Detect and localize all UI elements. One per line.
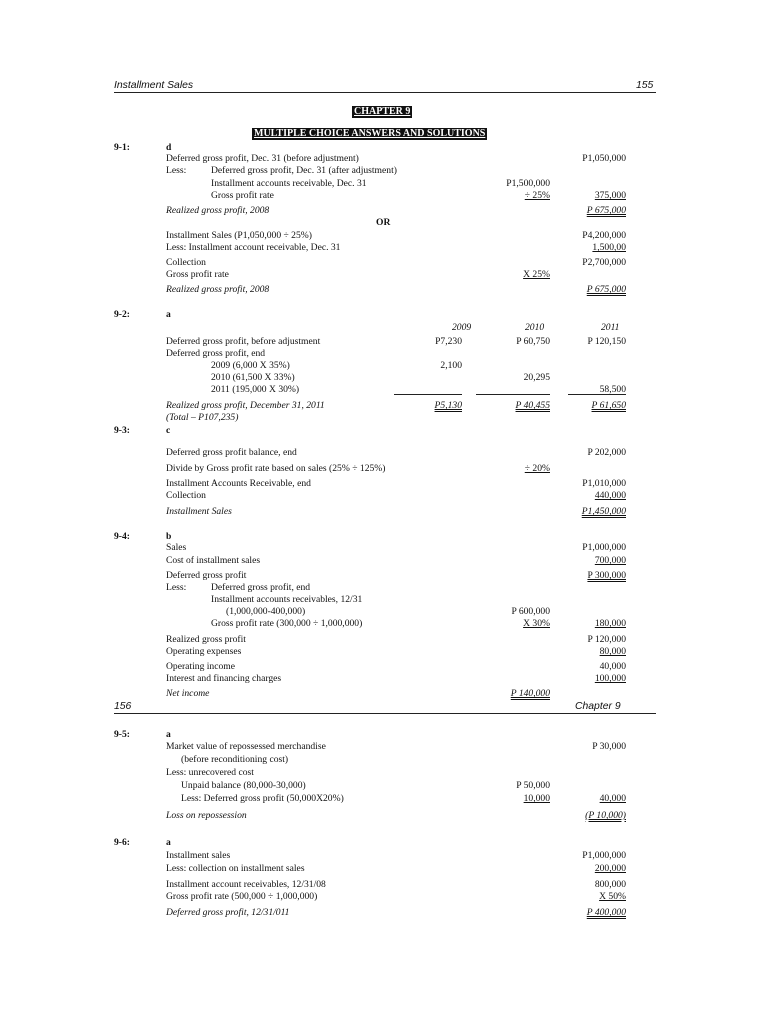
amount: P1,000,000 [582,542,626,553]
amount: 80,000 [599,646,626,657]
amount: 40,000 [599,793,626,804]
problem-number: 9-6: [114,837,130,848]
line: Deferred gross profit, end [166,348,266,359]
amount: 100,000 [594,673,626,684]
line: Installment accounts receivable, Dec. 31 [211,178,367,189]
amount: P 120,150 [587,336,626,347]
amount: P 30,000 [592,741,626,752]
amount: 440,000 [594,490,626,501]
amount: X 30% [523,618,550,629]
line: Deferred gross profit, Dec. 31 (before adjustment) [166,153,359,164]
amount: P 60,750 [516,336,550,347]
line: (before reconditioning cost) [181,754,289,765]
amount: 200,000 [594,863,626,874]
year-header: 2011 [601,322,620,333]
line: Realized gross profit, December 31, 2011 [166,400,325,411]
line: Sales [166,542,187,553]
line: Less: Installment account receivable, Dec. 31 [166,242,341,253]
amount: 1,500,00 [592,242,626,253]
amount: P 202,000 [587,447,626,458]
line: Deferred gross profit [166,570,247,581]
amount: P 140,000 [510,688,550,699]
line: Installment Sales [166,506,232,517]
amount: P 50,000 [516,780,550,791]
line: Installment sales [166,850,231,861]
amount: X 50% [599,891,626,902]
line: 2010 (61,500 X 33%) [211,372,295,383]
problem-number: 9-2: [114,309,130,320]
line: Less: [166,582,187,593]
amount: P 400,000 [586,907,626,918]
line: Deferred gross profit, Dec. 31 (after adjustment) [211,165,397,176]
amount: P 675,000 [586,284,626,295]
line: Installment Sales (P1,050,000 ÷ 25%) [166,230,312,241]
line: 2009 (6,000 X 35%) [211,360,290,371]
problem-number: 9-5: [114,729,130,740]
amount: 20,295 [523,372,550,383]
line: Less: [166,165,187,176]
column-rule [394,394,462,395]
amount: (P 10,000) [585,810,626,821]
line: Unpaid balance (80,000-30,000) [181,780,306,791]
answer-letter: a [166,729,171,740]
amount: 180,000 [594,618,626,629]
amount: P 600,000 [511,606,550,617]
amount: 800,000 [594,879,626,890]
amount: P1,050,000 [582,153,626,164]
year-header: 2010 [525,322,545,333]
answer-letter: c [166,425,171,436]
problem-number: 9-1: [114,142,130,153]
column-rule [476,394,550,395]
amount: P 675,000 [586,205,626,216]
amount: 700,000 [594,555,626,566]
amount: 40,000 [599,661,626,672]
amount: P 40,455 [515,400,550,411]
amount: 58,500 [599,384,626,395]
line: Gross profit rate [211,190,274,201]
line: Installment Accounts Receivable, end [166,478,311,489]
line: Gross profit rate (500,000 ÷ 1,000,000) [166,891,318,902]
line: Net income [166,688,210,699]
line: Collection [166,257,206,268]
line: Realized gross profit, 2008 [166,284,270,295]
line: Operating expenses [166,646,242,657]
line: Deferred gross profit, before adjustment [166,336,321,347]
or-label: OR [376,217,391,228]
amount: 10,000 [523,793,550,804]
amount: P7,230 [435,336,462,347]
amount: P1,450,000 [581,506,626,517]
line: Installment account receivables, 12/31/08 [166,879,326,890]
problem-number: 9-3: [114,425,130,436]
line: Deferred gross profit, 12/31/011 [166,907,290,918]
amount: P4,200,000 [582,230,626,241]
page-footer-number: 156 [114,701,132,712]
line: Operating income [166,661,235,672]
amount: 2,100 [440,360,462,371]
line: Deferred gross profit balance, end [166,447,297,458]
line: Loss on repossession [166,810,247,821]
running-header-page: 155 [636,80,654,91]
line: Collection [166,490,206,501]
line: Installment accounts receivables, 12/31 [211,594,363,605]
line: Gross profit rate (300,000 ÷ 1,000,000) [211,618,363,629]
amount: P1,000,000 [582,850,626,861]
amount: X 25% [523,269,550,280]
line: Less: unrecovered cost [166,767,254,778]
amount: 375,000 [594,190,626,201]
line: Interest and financing charges [166,673,282,684]
amount: P1,500,000 [506,178,550,189]
header-rule [114,92,656,93]
line: Less: Deferred gross profit (50,000X20%) [181,793,344,804]
line: (1,000,000-400,000) [226,606,306,617]
line: Cost of installment sales [166,555,261,566]
line: 2011 (195,000 X 30%) [211,384,300,395]
answer-letter: b [166,531,172,542]
line: Realized gross profit [166,634,246,645]
year-header: 2009 [452,322,472,333]
line: Market value of repossessed merchandise [166,741,326,752]
line: Less: collection on installment sales [166,863,305,874]
footer-rule [114,713,656,714]
amount: P2,700,000 [582,257,626,268]
running-header-title: Installment Sales [114,80,194,91]
amount: ÷ 20% [524,463,550,474]
amount: P5,130 [434,400,462,411]
problem-number: 9-4: [114,531,130,542]
answer-letter: a [166,309,171,320]
line: Deferred gross profit, end [211,582,311,593]
answer-letter: a [166,837,171,848]
answer-letter: d [166,142,172,153]
page-footer-chapter: Chapter 9 [575,701,621,712]
amount: P1,010,000 [582,478,626,489]
column-rule [568,394,626,395]
amount: ÷ 25% [524,190,550,201]
section-title: MULTIPLE CHOICE ANSWERS AND SOLUTIONS [254,128,486,139]
amount: P 120,000 [587,634,626,645]
amount: P 300,000 [587,570,626,581]
amount: P 61,650 [591,400,626,411]
line: (Total – P107,235) [166,412,239,423]
chapter-title: CHAPTER 9 [354,106,411,117]
line: Divide by Gross profit rate based on sales (25% ÷ 125%) [166,463,386,474]
line: Gross profit rate [166,269,229,280]
line: Realized gross profit, 2008 [166,205,270,216]
